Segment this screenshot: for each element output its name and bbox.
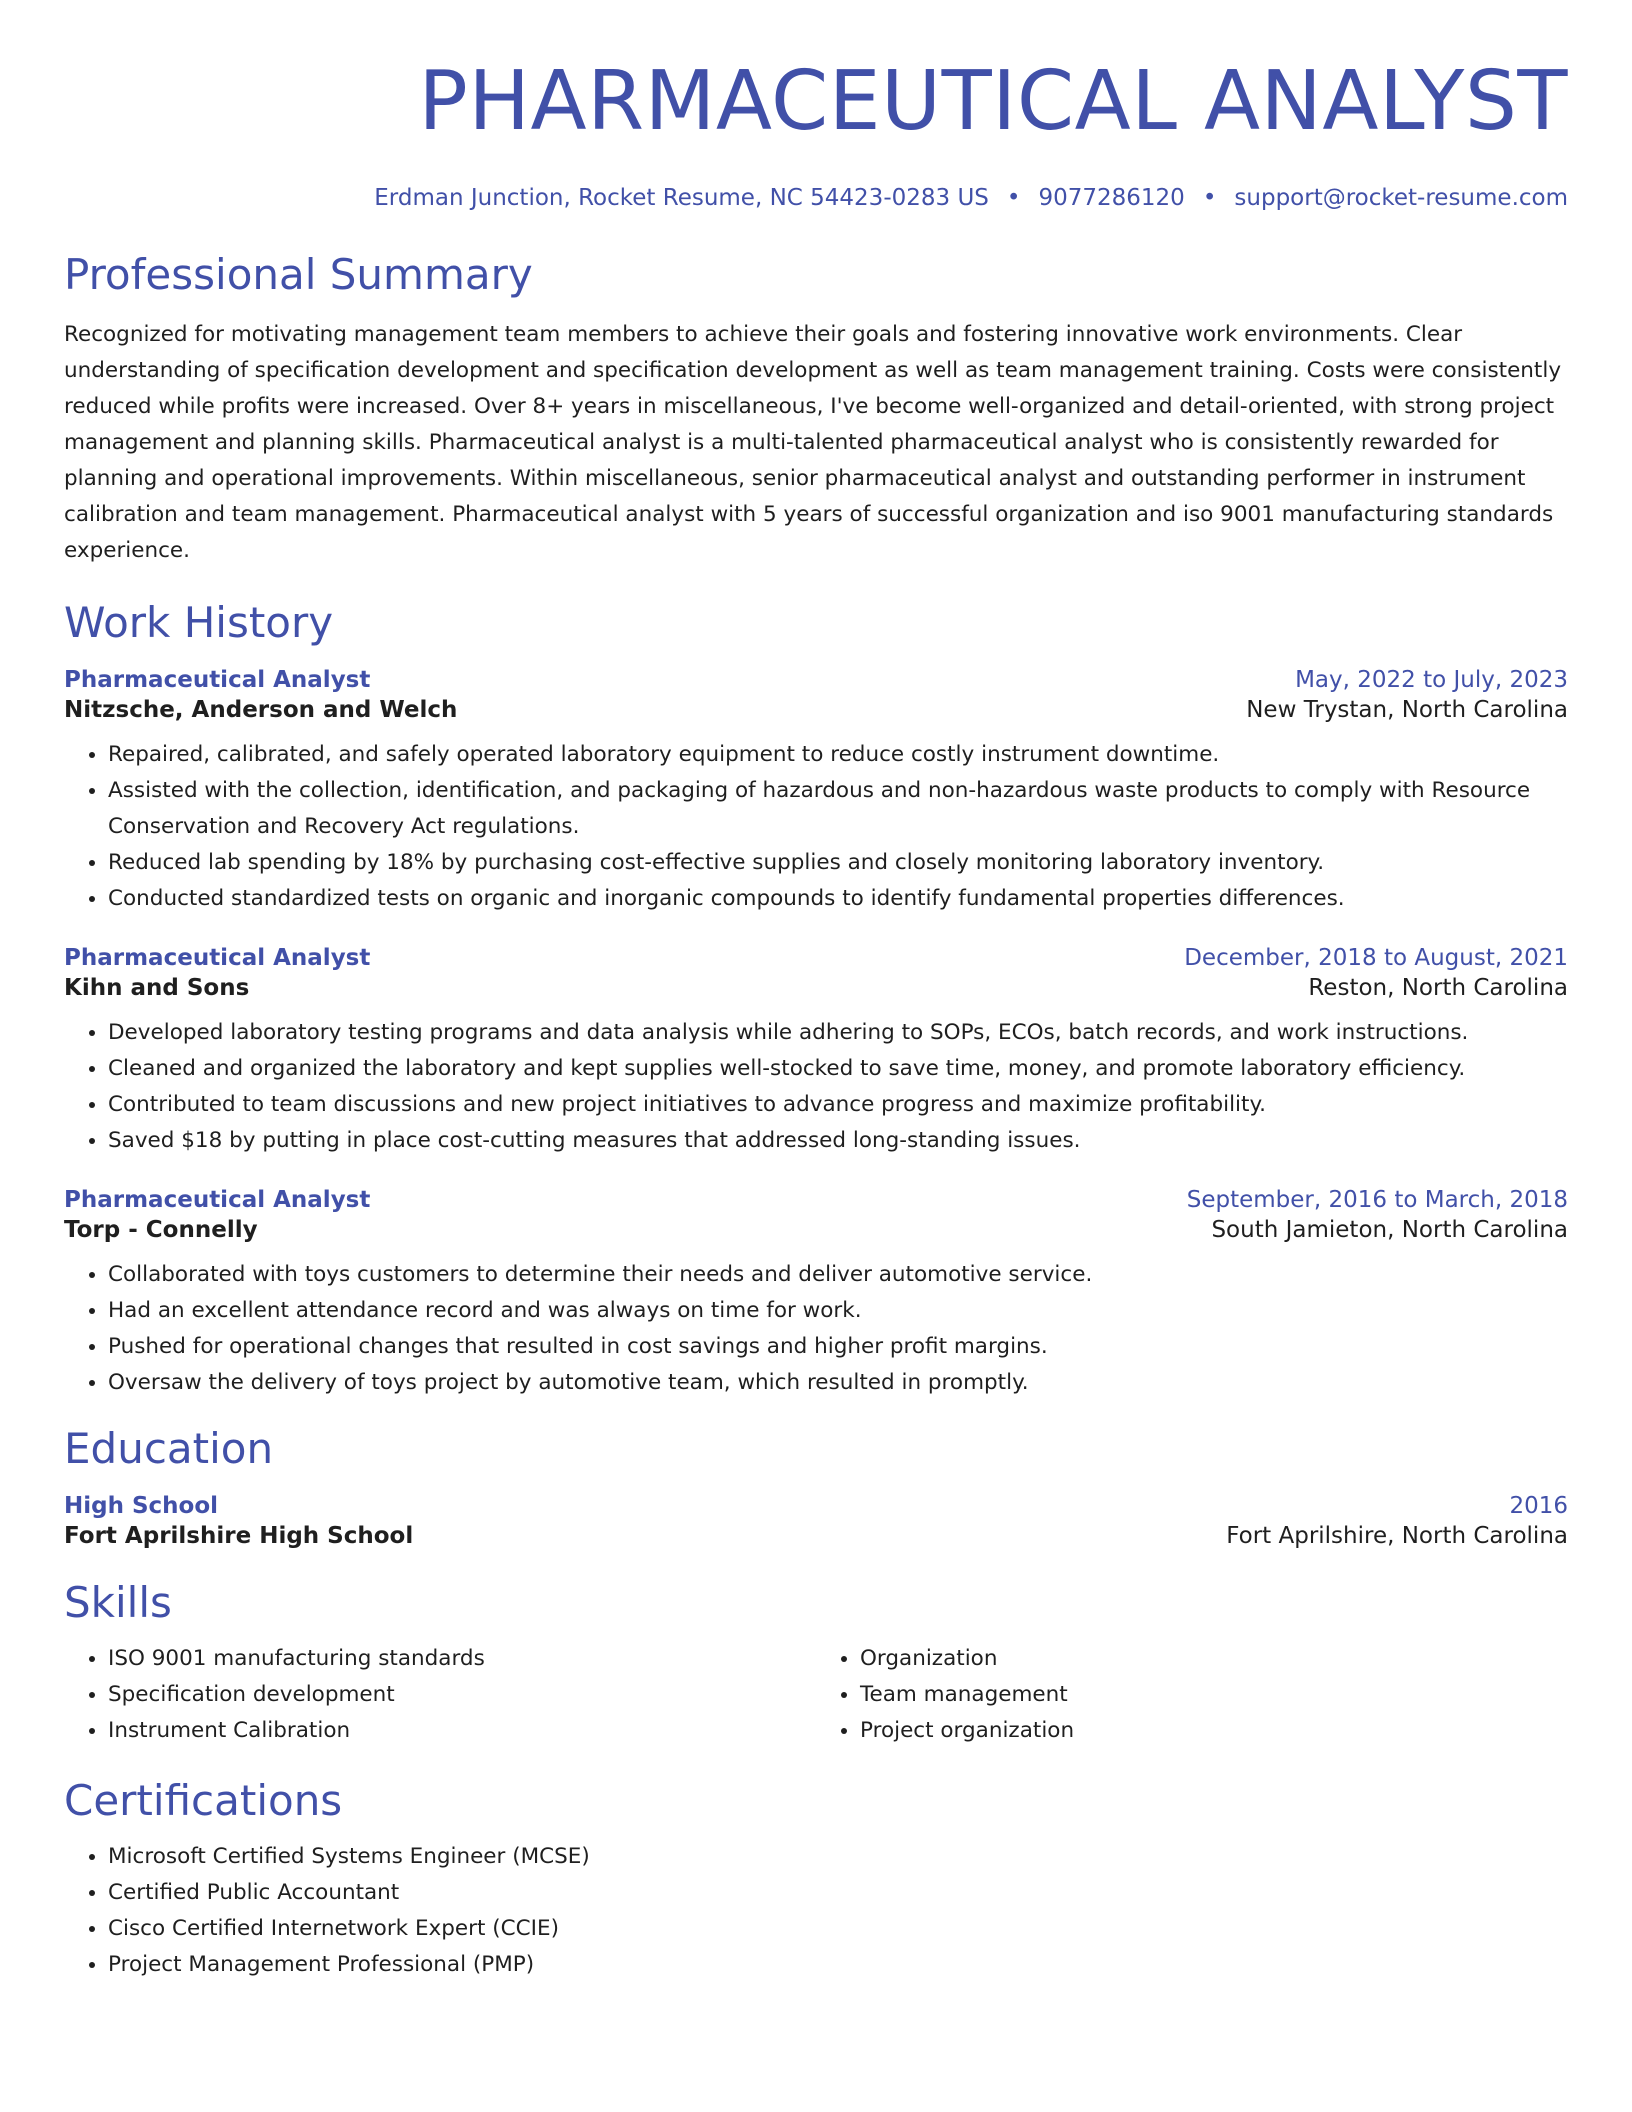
job-title: Pharmaceutical Analyst — [64, 945, 371, 971]
job-location: Reston, North Carolina — [1308, 975, 1568, 1001]
list-item: • Saved $18 by putting in place cost-cutting measures that addressed long-standing issues. — [108, 1123, 1568, 1159]
school-location: Fort Aprilshire, North Carolina — [1226, 1523, 1568, 1549]
list-item: • Reduced lab spending by 18% by purchasing cost-effective supplies and closely monitoring laboratory inventory. — [108, 845, 1568, 881]
skills-column-left — [64, 1629, 816, 1749]
job-entry — [64, 943, 1568, 1159]
skills-bullets — [64, 1641, 816, 1749]
list-item: • Developed laboratory testing programs and data analysis while adhering to SOPs, ECOs, batch records, and work instructions. — [108, 1015, 1568, 1051]
address: Erdman Junction, Rocket Resume, NC 54423-0283 US — [374, 185, 989, 211]
certification-item: • Microsoft Certified Systems Engineer (MCSE) — [108, 1839, 1568, 1875]
certification-item: • Certified Public Accountant — [108, 1875, 1568, 1911]
school-name: Fort Aprilshire High School — [64, 1523, 414, 1549]
company-name: Torp - Connelly — [64, 1217, 258, 1243]
certification-item: • Cisco Certified Internetwork Expert (CCIE) — [108, 1911, 1568, 1947]
skill-item: • Team management — [860, 1677, 1568, 1713]
job-title: Pharmaceutical Analyst — [64, 667, 371, 693]
job-bullets — [64, 737, 1568, 917]
list-item: • Conducted standardized tests on organic and inorganic compounds to identify fundamental properties differences. — [108, 881, 1568, 917]
job-entry — [64, 1185, 1568, 1401]
education-year: 2016 — [1509, 1493, 1568, 1519]
section-title-certifications: Certifications — [64, 1776, 343, 1825]
company-name: Kihn and Sons — [64, 975, 250, 1001]
job-dates: December, 2018 to August, 2021 — [1184, 945, 1568, 971]
candidate-title: PHARMACEUTICAL ANALYST — [418, 54, 1568, 149]
company-name: Nitzsche, Anderson and Welch — [64, 697, 458, 723]
education-entry — [64, 1491, 1568, 1551]
job-title: Pharmaceutical Analyst — [64, 1187, 371, 1213]
separator-dot: • — [1202, 185, 1217, 211]
section-title-education: Education — [64, 1424, 274, 1473]
list-item: • Collaborated with toys customers to determine their needs and deliver automotive service. — [108, 1257, 1568, 1293]
section-title-skills: Skills — [64, 1578, 172, 1627]
section-title-work: Work History — [64, 598, 334, 647]
job-bullets — [64, 1015, 1568, 1159]
skill-item: • Specification development — [108, 1677, 816, 1713]
job-location: New Trystan, North Carolina — [1246, 697, 1568, 723]
separator-dot: • — [1006, 185, 1021, 211]
contact-line — [64, 183, 1568, 213]
job-dates: May, 2022 to July, 2023 — [1295, 667, 1568, 693]
job-dates: September, 2016 to March, 2018 — [1186, 1187, 1568, 1213]
certifications-list — [64, 1839, 1568, 1983]
section-title-summary: Professional Summary — [64, 250, 533, 299]
skill-item: • ISO 9001 manufacturing standards — [108, 1641, 816, 1677]
list-item: • Cleaned and organized the laboratory and kept supplies well-stocked to save time, money, and promote laboratory efficiency. — [108, 1051, 1568, 1087]
certification-item: • Project Management Professional (PMP) — [108, 1947, 1568, 1983]
list-item: • Contributed to team discussions and new project initiatives to advance progress and maximize profitability. — [108, 1087, 1568, 1123]
list-item: • Assisted with the collection, identification, and packaging of hazardous and non-hazardous waste products to comply with Resource Conservation and Recovery Act regulations. — [108, 773, 1568, 845]
job-bullets — [64, 1257, 1568, 1401]
skill-item: • Project organization — [860, 1713, 1568, 1749]
skills-list — [64, 1629, 1568, 1749]
degree: High School — [64, 1493, 219, 1519]
list-item: • Had an excellent attendance record and was always on time for work. — [108, 1293, 1568, 1329]
skill-item: • Organization — [860, 1641, 1568, 1677]
email-link[interactable]: support@rocket-resume.com — [1234, 185, 1568, 211]
list-item: • Oversaw the delivery of toys project by automotive team, which resulted in promptly. — [108, 1365, 1568, 1401]
phone-number[interactable]: 9077286120 — [1038, 185, 1185, 211]
skills-bullets — [816, 1641, 1568, 1749]
list-item: • Repaired, calibrated, and safely operated laboratory equipment to reduce costly instrument downtime. — [108, 737, 1568, 773]
list-item: • Pushed for operational changes that resulted in cost savings and higher profit margins. — [108, 1329, 1568, 1365]
skills-column-right — [816, 1629, 1568, 1749]
summary-text: Recognized for motivating management team members to achieve their goals and fostering innovative work environments. Clear understanding of specification development and specification development as well as team management training. Costs were consistently reduced while profits were increased. Over 8+ years in miscellaneous, I've become well-organized and detail-oriented, with strong project management and planning skills. Pharmaceutical analyst is a multi-talented pharmaceutical analyst who is consistently rewarded for planning and operational improvements. Within miscellaneous, senior pharmaceutical analyst and outstanding performer in instrument calibration and team management. Pharmaceutical analyst with 5 years of successful organization and iso 9001 manufacturing standards experience. — [64, 322, 1562, 563]
job-entry — [64, 665, 1568, 917]
job-location: South Jamieton, North Carolina — [1211, 1217, 1568, 1243]
skill-item: • Instrument Calibration — [108, 1713, 816, 1749]
